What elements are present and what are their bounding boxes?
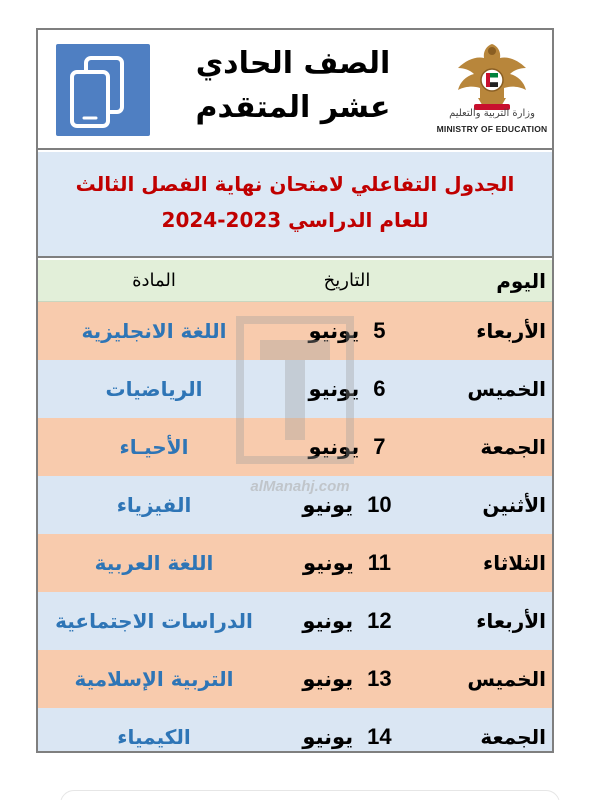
subtitle-line-1: الجدول التفاعلي لامتحان نهاية الفصل الثالث bbox=[75, 172, 515, 196]
day-cell: الأربعاء bbox=[476, 319, 546, 343]
day-cell: الخميس bbox=[467, 377, 546, 401]
page-title bbox=[158, 42, 428, 130]
subject-cell: التربية الإسلامية bbox=[74, 667, 234, 691]
day-cell: الأثنين bbox=[482, 493, 546, 517]
date-number-cell: 5 bbox=[373, 318, 386, 343]
date-number-cell: 13 bbox=[367, 666, 392, 691]
table-row bbox=[38, 534, 552, 592]
date-month-cell: يونيو bbox=[308, 319, 360, 343]
date-number-cell: 6 bbox=[373, 376, 386, 401]
ministry-name-arabic: وزارة التربية والتعليم bbox=[449, 108, 535, 119]
header-date: التاريخ bbox=[323, 270, 371, 291]
bottom-card-edge bbox=[60, 790, 560, 800]
date-month-cell: يونيو bbox=[302, 667, 354, 691]
tablet-devices-icon bbox=[56, 44, 150, 136]
day-cell: الثلاثاء bbox=[483, 551, 546, 575]
subtitle-line-2: للعام الدراسي 2023-2024 bbox=[161, 208, 429, 232]
header bbox=[38, 30, 552, 150]
subject-cell: الكيمياء bbox=[117, 725, 191, 749]
header-subject: المادة bbox=[132, 270, 176, 291]
date-number-cell: 14 bbox=[367, 724, 392, 749]
table-row bbox=[38, 650, 552, 708]
date-number-cell: 12 bbox=[367, 608, 392, 633]
table-header-row bbox=[38, 260, 552, 302]
day-cell: الأربعاء bbox=[476, 609, 546, 633]
table-row bbox=[38, 360, 552, 418]
subject-cell: الفيزياء bbox=[116, 493, 192, 517]
subject-cell: الرياضيات bbox=[105, 377, 203, 401]
table-row bbox=[38, 302, 552, 360]
date-number-cell: 10 bbox=[367, 492, 392, 517]
table-row bbox=[38, 592, 552, 650]
header-day: اليوم bbox=[496, 268, 546, 293]
title-line-1: الصف الحادي bbox=[195, 46, 391, 81]
exam-schedule-sheet bbox=[36, 28, 554, 753]
date-month-cell: يونيو bbox=[302, 493, 354, 517]
schedule-subtitle bbox=[38, 152, 552, 258]
watermark-text: alManahj.com bbox=[250, 478, 350, 495]
day-cell: الخميس bbox=[467, 667, 546, 691]
title-line-2: عشر المتقدم bbox=[195, 90, 391, 125]
table-row bbox=[38, 708, 552, 753]
subject-cell: الدراسات الاجتماعية bbox=[55, 609, 253, 633]
day-cell: الجمعة bbox=[480, 435, 546, 459]
date-month-cell: يونيو bbox=[302, 609, 354, 633]
subject-cell: اللغة العربية bbox=[94, 551, 214, 575]
ministry-name-english: MINISTRY OF EDUCATION bbox=[436, 124, 548, 134]
day-cell: الجمعة bbox=[480, 725, 546, 749]
date-number-cell: 7 bbox=[373, 434, 386, 459]
date-month-cell: يونيو bbox=[303, 551, 354, 575]
table-row bbox=[38, 418, 552, 476]
subject-cell: الأحيـاء bbox=[119, 435, 189, 459]
date-month-cell: يونيو bbox=[302, 725, 354, 749]
date-month-cell: يونيو bbox=[308, 377, 360, 401]
date-month-cell: يونيو bbox=[308, 435, 360, 459]
subject-cell: اللغة الانجليزية bbox=[81, 319, 227, 343]
date-number-cell: 11 bbox=[367, 550, 391, 575]
exam-table bbox=[38, 260, 552, 753]
